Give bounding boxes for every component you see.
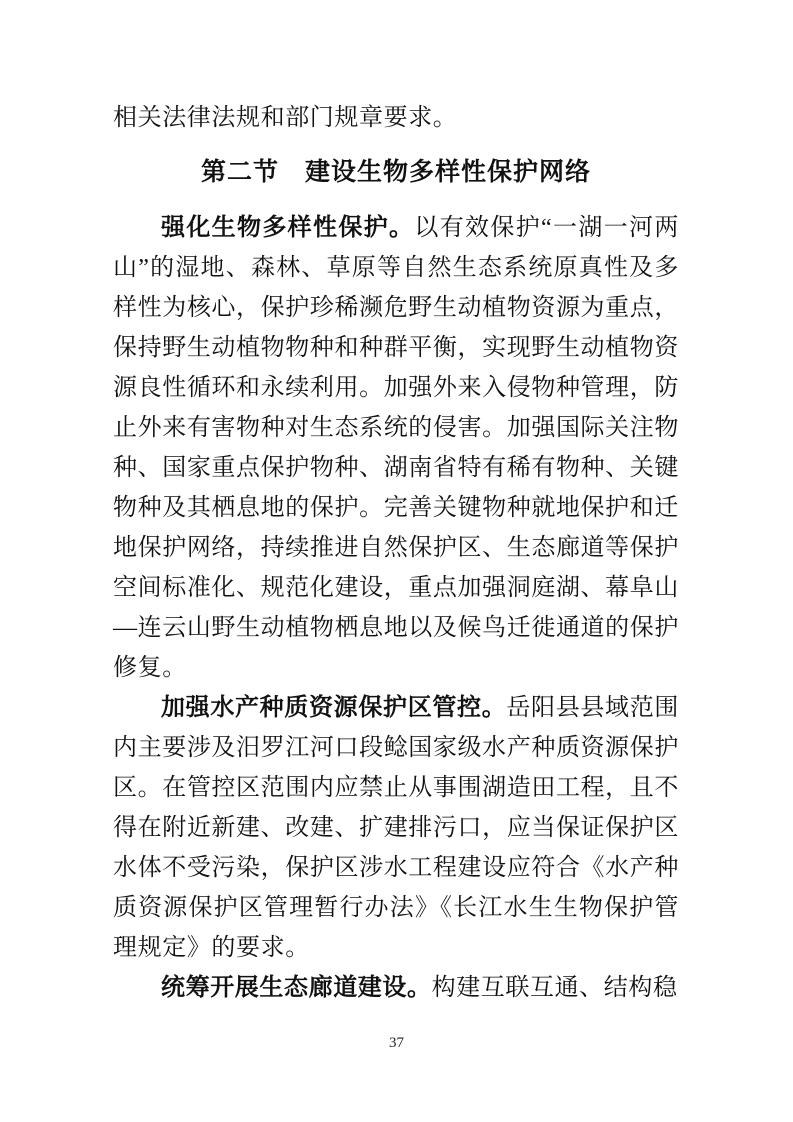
section-heading: 第二节 建设生物多样性保护网络 <box>200 158 591 186</box>
paragraph-body: 以有效保护“一湖一河两山”的湿地、森林、草原等自然生态系统原真性及多样性为核心，保护珍稀濒危野生动植物资源为重点，保持野生动植物物种和种群平衡，实现野生动植物资源良性循环和永续利用。加强外来入侵物种管理，防止外来有害物种对生态系统的侵害。加强国际关注物种、国家重点保护物种、湖南省特有稀有物种、关键物种及其栖息地的保护。完善关键物种就地保护和迁地保护网络，持续推进自然保护区、生态廊道等保护空间标准化、规范化建设，重点加强洞庭湖、幕阜山—连云山野生动植物栖息地以及候鸟迁徙通道的保护修复。 <box>113 215 679 681</box>
document-content <box>113 98 679 1008</box>
paragraph-lead: 加强水产种质资源保护区管控。 <box>161 695 507 721</box>
paragraph <box>113 688 679 968</box>
page-number: 37 <box>389 1035 404 1051</box>
paragraph-body: 岳阳县县域范围内主要涉及汨罗江河口段鲶国家级水产种质资源保护区。在管控区范围内应禁止从事围湖造田工程，且不得在附近新建、改建、扩建排污口，应当保证保护区水体不受污染，保护区涉水工程建设应符合《水产种质资源保护区管理暂行办法》《长江水生生物保护管理规定》的要求。 <box>113 695 679 961</box>
paragraph <box>113 968 679 1008</box>
continuation-paragraph: 相关法律法规和部门规章要求。 <box>113 105 458 131</box>
paragraph-lead: 统筹开展生态廊道建设。 <box>161 975 432 1001</box>
paragraph <box>113 208 679 688</box>
paragraph-body: 构建互联互通、结构稳 <box>431 975 678 1001</box>
paragraph-lead: 强化生物多样性保护。 <box>161 215 415 241</box>
